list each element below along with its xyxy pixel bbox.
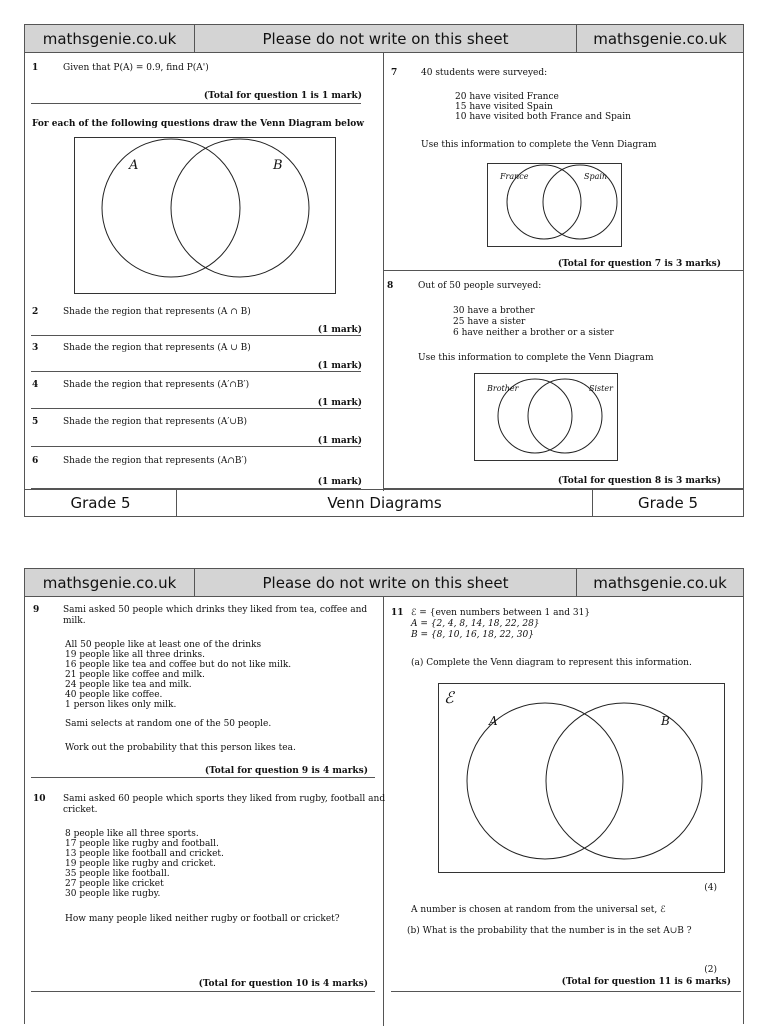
question-7-instruction: Use this information to complete the Venn Diagram bbox=[421, 140, 657, 150]
france-label: France bbox=[500, 172, 529, 181]
fact-line: 30 have a brother bbox=[453, 306, 535, 316]
question-9-intro: Sami asked 50 people which drinks they liked from tea, coffee and bbox=[63, 605, 368, 615]
question-10-task: How many people liked neither rugby or football or cricket? bbox=[65, 914, 340, 924]
sister-label: Sister bbox=[589, 384, 613, 393]
fact-line: All 50 people like at least one of the drinks bbox=[65, 640, 262, 650]
question-number: 11 bbox=[391, 608, 404, 618]
set-b-circle bbox=[546, 703, 702, 859]
question-5-text: Shade the region that represents (A′∪B) bbox=[63, 417, 248, 427]
footer-grade-left: Grade 5 bbox=[25, 490, 177, 516]
page-footer bbox=[25, 489, 743, 516]
page-header bbox=[25, 569, 743, 597]
set-a-definition: A = {2, 4, 8, 14, 18, 22, 28} bbox=[411, 619, 540, 629]
column-divider bbox=[383, 596, 384, 1026]
question-9-intro-cont: milk. bbox=[63, 616, 86, 626]
worksheet-page-1 bbox=[24, 24, 744, 517]
column-divider bbox=[383, 52, 384, 491]
divider bbox=[31, 103, 361, 104]
question-number: 7 bbox=[391, 68, 398, 78]
fact-line: 25 have a sister bbox=[453, 317, 526, 327]
question-4-text: Shade the region that represents (A′∩B′) bbox=[63, 380, 250, 390]
question-6-marks: (1 mark) bbox=[317, 477, 362, 487]
fact-line: 16 people like tea and coffee but do not like milk. bbox=[65, 660, 292, 670]
question-number: 10 bbox=[33, 794, 46, 804]
fact-line: 6 have neither a brother or a sister bbox=[453, 328, 614, 338]
fact-line: 40 people like coffee. bbox=[65, 690, 163, 700]
set-a-label: A bbox=[489, 714, 498, 728]
divider bbox=[31, 777, 375, 778]
question-9-total: (Total for question 9 is 4 marks) bbox=[204, 766, 368, 776]
question-number: 4 bbox=[32, 380, 39, 390]
question-1-total: (Total for question 1 is 1 mark) bbox=[203, 91, 362, 101]
question-5-marks: (1 mark) bbox=[317, 436, 362, 446]
header-notice: Please do not write on this sheet bbox=[195, 569, 577, 596]
fact-line: 8 people like all three sports. bbox=[65, 829, 199, 839]
fact-line: 15 have visited Spain bbox=[455, 102, 553, 112]
venn-diagram-sets-a-b bbox=[439, 684, 726, 874]
divider bbox=[31, 371, 361, 372]
part-a-marks: (4) bbox=[704, 883, 717, 893]
question-7-intro: 40 students were surveyed: bbox=[421, 68, 548, 78]
question-8-instruction: Use this information to complete the Venn Diagram bbox=[418, 353, 654, 363]
set-a-label: A bbox=[129, 158, 139, 173]
header-site-right: mathsgenie.co.uk bbox=[593, 29, 727, 48]
fact-line: 10 have visited both France and Spain bbox=[455, 112, 631, 122]
header-notice: Please do not write on this sheet bbox=[195, 25, 577, 52]
fact-line: 27 people like cricket bbox=[65, 879, 164, 889]
venn-diagram-frame bbox=[74, 137, 336, 294]
question-9-select: Sami selects at random one of the 50 people. bbox=[65, 719, 272, 729]
spain-label: Spain bbox=[584, 172, 608, 181]
divider bbox=[31, 408, 361, 409]
question-7-total: (Total for question 7 is 3 marks) bbox=[557, 259, 721, 269]
question-number: 2 bbox=[32, 307, 39, 317]
question-number: 1 bbox=[32, 63, 39, 73]
question-3-text: Shade the region that represents (A ∪ B) bbox=[63, 343, 251, 353]
set-b-definition: B = {8, 10, 16, 18, 22, 30} bbox=[411, 630, 534, 640]
question-1-text: Given that P(A) = 0.9, find P(A') bbox=[63, 63, 209, 73]
question-number: 8 bbox=[387, 281, 394, 291]
fact-line: 19 people like all three drinks. bbox=[65, 650, 205, 660]
venn-diagram-frame bbox=[487, 163, 622, 247]
page-header bbox=[25, 25, 743, 53]
fact-line: 30 people like rugby. bbox=[65, 889, 161, 899]
header-site-left: mathsgenie.co.uk bbox=[25, 569, 195, 596]
divider bbox=[391, 991, 741, 992]
header-site-left: mathsgenie.co.uk bbox=[25, 25, 195, 52]
question-4-marks: (1 mark) bbox=[317, 398, 362, 408]
fact-line: 13 people like football and cricket. bbox=[65, 849, 224, 859]
divider bbox=[31, 446, 361, 447]
random-choice-text: A number is chosen at random from the universal set, ℰ bbox=[411, 905, 666, 915]
question-8-intro: Out of 50 people surveyed: bbox=[418, 281, 542, 291]
question-number: 9 bbox=[33, 605, 40, 615]
divider bbox=[31, 335, 361, 336]
venn-instruction: For each of the following questions draw the Venn Diagram below bbox=[32, 119, 365, 129]
fact-line: 17 people like rugby and football. bbox=[65, 839, 219, 849]
header-site-right: mathsgenie.co.uk bbox=[593, 573, 727, 592]
fact-line: 19 people like rugby and cricket. bbox=[65, 859, 216, 869]
question-3-marks: (1 mark) bbox=[317, 361, 362, 371]
footer-topic: Venn Diagrams bbox=[177, 490, 593, 516]
fact-line: 24 people like tea and milk. bbox=[65, 680, 192, 690]
fact-line: 1 person likes only milk. bbox=[65, 700, 177, 710]
set-b-label: B bbox=[273, 158, 283, 173]
footer-grade-right: Grade 5 bbox=[637, 494, 699, 512]
universal-set-symbol: ℰ bbox=[444, 688, 454, 707]
question-8-total: (Total for question 8 is 3 marks) bbox=[557, 476, 721, 486]
divider bbox=[384, 270, 743, 271]
venn-diagram-main bbox=[75, 138, 337, 295]
venn-diagram-frame bbox=[438, 683, 725, 873]
question-number: 3 bbox=[32, 343, 39, 353]
set-b-label: B bbox=[661, 714, 670, 728]
question-10-intro-cont: cricket. bbox=[63, 805, 98, 815]
question-2-text: Shade the region that represents (A ∩ B) bbox=[63, 307, 251, 317]
question-11-part-a: (a) Complete the Venn diagram to represent this information. bbox=[411, 658, 692, 668]
question-11-total: (Total for question 11 is 6 marks) bbox=[561, 977, 731, 987]
question-9-task: Work out the probability that this person likes tea. bbox=[65, 743, 296, 753]
universal-set: ℰ = {even numbers between 1 and 31} bbox=[411, 608, 591, 618]
part-b-marks: (2) bbox=[704, 965, 717, 975]
divider bbox=[31, 991, 375, 992]
question-2-marks: (1 mark) bbox=[317, 325, 362, 335]
question-number: 6 bbox=[32, 456, 39, 466]
question-number: 5 bbox=[32, 417, 39, 427]
question-10-intro: Sami asked 60 people which sports they liked from rugby, football and bbox=[63, 794, 386, 804]
question-6-text: Shade the region that represents (A∩B′) bbox=[63, 456, 248, 466]
fact-line: 35 people like football. bbox=[65, 869, 170, 879]
fact-line: 20 have visited France bbox=[455, 92, 559, 102]
venn-diagram-frame bbox=[474, 373, 618, 461]
question-10-total: (Total for question 10 is 4 marks) bbox=[198, 979, 368, 989]
question-11-part-b: (b) What is the probability that the number is in the set A∪B ? bbox=[407, 926, 692, 936]
fact-line: 21 people like coffee and milk. bbox=[65, 670, 205, 680]
brother-label: Brother bbox=[487, 384, 519, 393]
worksheet-page-2 bbox=[24, 568, 744, 1024]
